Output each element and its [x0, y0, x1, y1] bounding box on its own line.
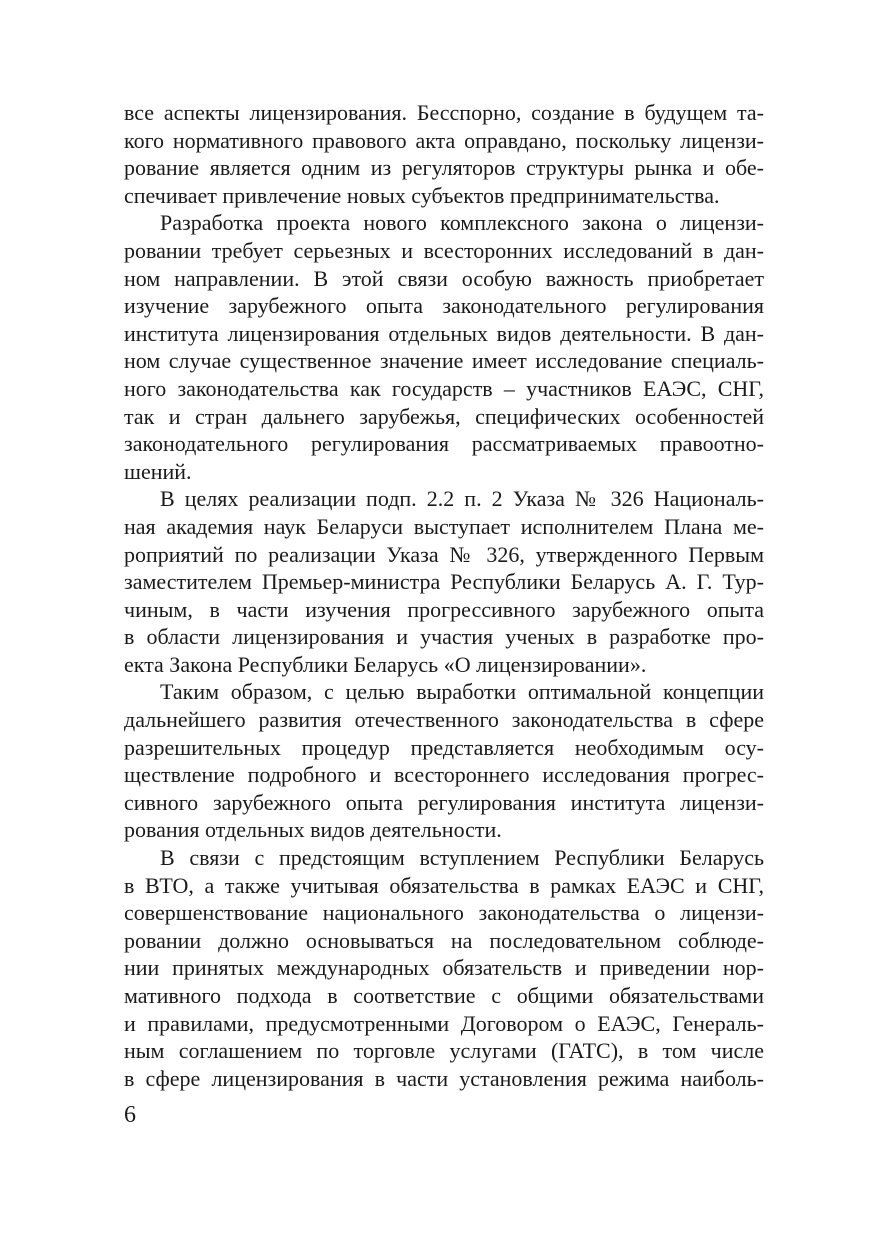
text-line: кого нормативного правового акта оправдано, поскольку лицензи- [124, 127, 764, 153]
text-line: ном случае существенное значение имеет исследование специаль- [124, 348, 764, 374]
text-line: чиным, в части изучения прогрессивного зарубежного опыта [124, 596, 764, 622]
text-line: в сфере лицензирования в части установления режима наиболь- [124, 1065, 764, 1091]
page-number: 6 [124, 1102, 136, 1128]
text-line: все аспекты лицензирования. Бесспорно, создание в будущем та- [124, 100, 764, 125]
text-line: совершенствование национального законодательства о лицензи- [124, 900, 764, 926]
text-line: ровании должно основываться на последовательном соблюде- [124, 927, 764, 953]
paragraph [124, 485, 764, 678]
text-line: разрешительных процедур представляется необходимым осу- [124, 734, 764, 760]
text-line: мативного подхода в соответствие с общими обязательствами [124, 983, 764, 1008]
paragraph [124, 678, 764, 844]
text-line: Разработка проекта нового комплексного закона о лицензи- [160, 210, 764, 236]
paragraph [124, 99, 764, 209]
text-line: Таким образом, с целью выработки оптимальной концепции [160, 679, 764, 705]
text-line: в области лицензирования и участия ученых в разработке про- [124, 624, 764, 650]
text-line: сивного зарубежного опыта регулирования института лицензи- [124, 789, 764, 815]
text-line: и правилами, предусмотренными Договором о ЕАЭС, Генераль- [124, 1010, 764, 1036]
text-line: дальнейшего развития отечественного законодательства в сфере [124, 707, 764, 733]
text-line: в ВТО, а также учитывая обязательства в рамках ЕАЭС и СНГ, [124, 872, 764, 898]
text-line: екта Закона Республики Беларусь «О лицензировании». [124, 651, 647, 677]
text-line: ная академия наук Беларуси выступает исполнителем Плана ме- [124, 513, 764, 539]
text-line: шений. [124, 458, 192, 484]
text-line: рования отдельных видов деятельности. [124, 817, 502, 843]
text-line: ном направлении. В этой связи особую важность приобретает [124, 265, 764, 291]
text-line: спечивает привлечение новых субъектов предпринимательства. [124, 182, 720, 208]
text-line: заместителем Премьер-министра Республики Беларусь А. Г. Тур- [124, 569, 764, 595]
body-text [124, 99, 764, 1092]
text-line: изучение зарубежного опыта законодательного регулирования [124, 293, 764, 319]
text-line: нии принятых международных обязательств и приведении нор- [124, 955, 764, 981]
text-line: ного законодательства как государств – участников ЕАЭС, СНГ, [124, 375, 764, 401]
text-line: законодательного регулирования рассматриваемых правоотно- [124, 431, 764, 457]
text-line: ровании требует серьезных и всесторонних исследований в дан- [124, 237, 764, 263]
text-line: В целях реализации подп. 2.2 п. 2 Указа № 326 Националь- [160, 486, 764, 512]
text-line: рование является одним из регуляторов структуры рынка и обе- [124, 155, 764, 181]
text-line: роприятий по реализации Указа № 326, утвержденного Первым [124, 541, 764, 567]
text-line: ществление подробного и всестороннего исследования прогрес- [124, 762, 764, 788]
text-line: так и стран дальнего зарубежья, специфических особенностей [124, 403, 764, 429]
text-line: ным соглашением по торговле услугами (ГАТС), в том числе [124, 1038, 764, 1064]
paragraph [124, 844, 764, 1092]
text-line: института лицензирования отдельных видов деятельности. В дан- [124, 320, 764, 346]
paragraph [124, 209, 764, 485]
text-line: В связи с предстоящим вступлением Республики Беларусь [160, 845, 764, 871]
